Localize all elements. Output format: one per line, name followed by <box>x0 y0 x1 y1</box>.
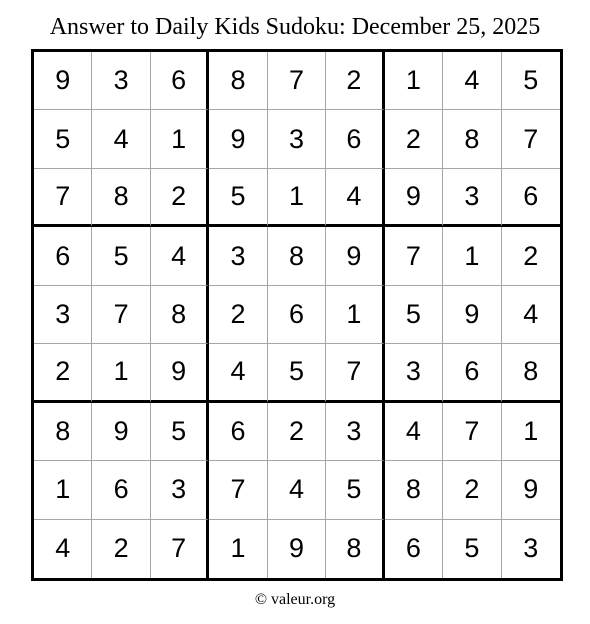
sudoku-cell-r7-c3: 5 <box>151 403 209 461</box>
sudoku-cell-r6-c4: 4 <box>209 344 267 402</box>
sudoku-cell-r3-c1: 7 <box>34 169 92 227</box>
sudoku-cell-r9-c1: 4 <box>34 520 92 578</box>
sudoku-cell-r7-c5: 2 <box>268 403 326 461</box>
sudoku-cell-r8-c1: 1 <box>34 461 92 519</box>
sudoku-cell-r6-c5: 5 <box>268 344 326 402</box>
sudoku-cell-r4-c6: 9 <box>326 227 384 285</box>
sudoku-cell-r5-c3: 8 <box>151 286 209 344</box>
sudoku-cell-r6-c6: 7 <box>326 344 384 402</box>
sudoku-cell-r8-c8: 2 <box>443 461 501 519</box>
sudoku-cell-r8-c5: 4 <box>268 461 326 519</box>
sudoku-board <box>31 49 563 581</box>
sudoku-cell-r5-c5: 6 <box>268 286 326 344</box>
sudoku-cell-r3-c6: 4 <box>326 169 384 227</box>
sudoku-cell-r3-c5: 1 <box>268 169 326 227</box>
sudoku-cell-r1-c7: 1 <box>385 52 443 110</box>
sudoku-cell-r9-c8: 5 <box>443 520 501 578</box>
sudoku-cell-r9-c7: 6 <box>385 520 443 578</box>
sudoku-cell-r7-c6: 3 <box>326 403 384 461</box>
sudoku-cell-r4-c7: 7 <box>385 227 443 285</box>
sudoku-cell-r7-c2: 9 <box>92 403 150 461</box>
sudoku-cell-r9-c2: 2 <box>92 520 150 578</box>
sudoku-cell-r6-c7: 3 <box>385 344 443 402</box>
sudoku-cell-r9-c9: 3 <box>523 533 539 564</box>
sudoku-cell-r6-c3: 9 <box>151 344 209 402</box>
sudoku-cell-r8-c9: 9 <box>502 461 560 519</box>
sudoku-cell-r4-c1: 6 <box>34 227 92 285</box>
sudoku-cell-r4-c2: 5 <box>92 227 150 285</box>
sudoku-cell-r4-c3: 4 <box>151 227 209 285</box>
sudoku-cell-r2-c4: 9 <box>209 110 267 168</box>
sudoku-cell-r2-c3: 1 <box>151 110 209 168</box>
sudoku-cell-r1-c1: 9 <box>34 52 92 110</box>
sudoku-cell-r8-c2: 6 <box>92 461 150 519</box>
sudoku-cell-r7-c9: 1 <box>502 403 560 461</box>
sudoku-cell-r5-c1: 3 <box>34 286 92 344</box>
sudoku-cell-r9-c4: 1 <box>209 520 267 578</box>
sudoku-cell-r2-c5: 3 <box>268 110 326 168</box>
sudoku-cell-r4-c4: 3 <box>209 227 267 285</box>
sudoku-cell-r8-c3: 3 <box>151 461 209 519</box>
sudoku-cell-r5-c8: 9 <box>443 286 501 344</box>
sudoku-cell-r1-c9: 5 <box>502 52 560 110</box>
sudoku-cell-r1-c4: 8 <box>209 52 267 110</box>
sudoku-cell-r5-c4: 2 <box>209 286 267 344</box>
sudoku-cell-r3-c7: 9 <box>385 169 443 227</box>
sudoku-cell-r4-c9: 2 <box>502 227 560 285</box>
sudoku-cell-r7-c8: 7 <box>443 403 501 461</box>
sudoku-cell-r2-c6: 6 <box>326 110 384 168</box>
page-title: Answer to Daily Kids Sudoku: December 25, 2025 <box>49 14 541 40</box>
sudoku-cell-r3-c3: 2 <box>151 169 209 227</box>
sudoku-cell-r5-c6: 1 <box>326 286 384 344</box>
sudoku-cell-r6-c8: 6 <box>443 344 501 402</box>
sudoku-cell-r7-c7: 4 <box>385 403 443 461</box>
sudoku-cell-r8-c7: 8 <box>385 461 443 519</box>
sudoku-cell-r7-c1: 8 <box>34 403 92 461</box>
sudoku-cell-r1-c2: 3 <box>92 52 150 110</box>
sudoku-cell-r2-c2: 4 <box>92 110 150 168</box>
sudoku-cell-r2-c7: 2 <box>385 110 443 168</box>
sudoku-cell-r3-c2: 8 <box>92 169 150 227</box>
sudoku-cell-r1-c6: 2 <box>326 52 384 110</box>
sudoku-cell-r1-c3: 6 <box>151 52 209 110</box>
sudoku-cell-r6-c9: 8 <box>502 344 560 402</box>
sudoku-cell-r4-c5: 8 <box>268 227 326 285</box>
sudoku-cell-r2-c9: 7 <box>502 110 560 168</box>
sudoku-cell-r9-c5: 9 <box>268 520 326 578</box>
sudoku-cell-r8-c6: 5 <box>326 461 384 519</box>
sudoku-cell-r5-c7: 5 <box>385 286 443 344</box>
sudoku-cell-r1-c8: 4 <box>443 52 501 110</box>
sudoku-cell-r5-c9: 4 <box>502 286 560 344</box>
sudoku-cell-r6-c1: 2 <box>34 344 92 402</box>
copyright-footer: © valeur.org <box>254 591 336 608</box>
sudoku-cell-r2-c8: 8 <box>443 110 501 168</box>
sudoku-cell-r6-c2: 1 <box>92 344 150 402</box>
sudoku-cell-r3-c4: 5 <box>209 169 267 227</box>
sudoku-cell-r1-c5: 7 <box>268 52 326 110</box>
sudoku-cell-r9-c6: 8 <box>326 520 384 578</box>
sudoku-cell-r3-c9: 6 <box>502 169 560 227</box>
sudoku-cell-r7-c4: 6 <box>209 403 267 461</box>
sudoku-cell-r9-c3: 7 <box>151 520 209 578</box>
sudoku-cell-r4-c8: 1 <box>443 227 501 285</box>
sudoku-cell-r5-c2: 7 <box>92 286 150 344</box>
sudoku-cell-r3-c8: 3 <box>443 169 501 227</box>
sudoku-cell-r2-c1: 5 <box>34 110 92 168</box>
sudoku-cell-r8-c4: 7 <box>209 461 267 519</box>
